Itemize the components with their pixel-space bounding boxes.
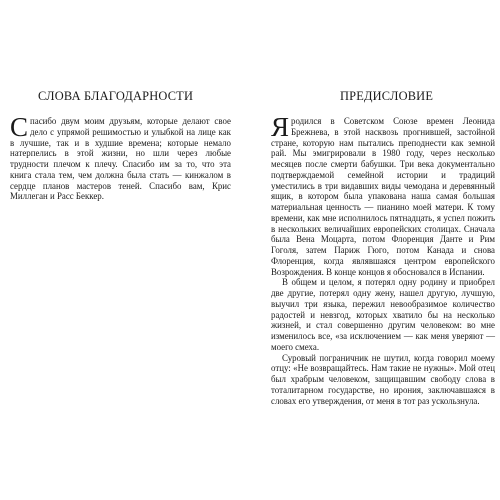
- paragraph: [271, 112, 495, 277]
- right-page: [250, 0, 500, 500]
- paragraph: Суровый пограничник не шутил, когда говорил моему отцу: «Не возвращайтесь. Нам такие не нужны». Мой отец был храбрым человеком, защищавшим свободу слова в тоталитарном государстве, но ирония, заключавшаяся в словах его утверждения, от меня в тот раз ускользнула.: [271, 352, 495, 406]
- paragraph: В общем и целом, я потерял одну родину и приобрел две другие, потерял одну жену, нашел другую, лучшую, выучил три языка, пережил невообразимое количество радостей и невзгод, которых хватило бы на несколько жизней, и стал совершенно другим человеком: во мне изменилось все, «за исключением — как меня уверяют — моего смеха.: [271, 277, 495, 352]
- drop-cap: Я: [271, 112, 290, 142]
- right-page-body: [271, 112, 495, 406]
- paragraph-text: родился в Советском Союзе времен Леонида Брежнева, в этой насквозь прогнившей, застойной стране, которую нам пытались преподнести как земной рай. Мы эмигрировали в 1980 году, через несколько месяцев после смерти бабушки. Три века документально подтверждаемой семейной истории и традиций уместились в три видавших виды чемодана и деревянный ящик, в котором была упакована наша самая большая материальная ценность — пианино моей матери. К тому времени, как мне исполнилось пятнадцать, я успел пожить в нескольких величайших европейских столицах. Сначала была Вена Моцарта, потом Флоренция Данте и Рим Гоголя, затем Париж Гюго, потом Канада и снова Флоренция, когда являвшаяся центром европейского Возрождения. В конце концов я обосновался в Испании.: [271, 116, 495, 277]
- right-page-title: ПРЕДИСЛОВИЕ: [340, 89, 434, 103]
- paragraph: [10, 112, 231, 202]
- paragraph-text: пасибо двум моим друзьям, которые делают свое дело с упрямой решимостью и улыбкой на лице как в лучшие, так и в худшие времена; которые немало натерпелись в этой жизни, но шли через любые трудности плечом к плечу. Спасибо им за то, что эта книга стала тем, чем должна была стать — кинжалом в сердце планов мастеров теней. Спасибо вам, Крис Миллеган и Расс Беккер.: [10, 116, 231, 202]
- left-page-body: [10, 112, 231, 202]
- drop-cap: С: [10, 112, 29, 142]
- left-page-title: СЛОВА БЛАГОДАРНОСТИ: [38, 89, 194, 103]
